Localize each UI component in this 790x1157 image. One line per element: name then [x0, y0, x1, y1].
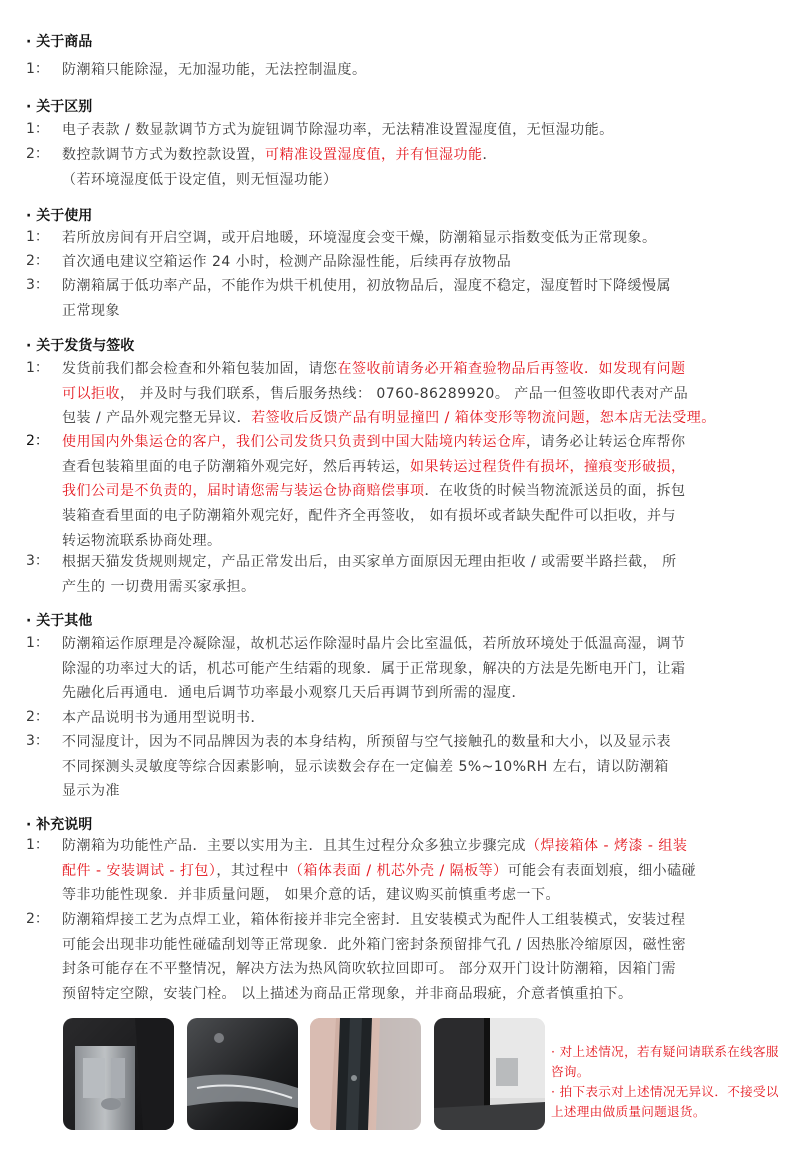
list-item — [26, 834, 790, 908]
item-text: 使用国内外集运仓的客户，我们公司发货只负责到中国大陆境内转运仓库，请务必让转运仓库帮你 查看包装箱里面的电子防潮箱外观完好，然后再转运，如果转运过程货件有损坏，撞痕变形破损， 我们公司是不负责的，届时请您需与装运仓协商赔偿事项．在收货的时候当物流派送员的面，拆包 装箱查看里面的电子防潮箱外观完好，配件齐全再签收， 如有损坏或者缺失配件可以拒收，并与 转运物流联系协商处理。 — [62, 434, 686, 549]
item-number: 2： — [26, 911, 49, 927]
list-item — [26, 908, 790, 1007]
photo-seal-strip-hole — [310, 1018, 421, 1130]
item-number: 1： — [26, 635, 49, 651]
item-number: 3： — [26, 733, 49, 749]
list-item — [26, 357, 790, 431]
note-contact-service: · 对上述情况，若有疑问请联系在线客服咨询。 — [551, 1044, 779, 1079]
photo-dent-corner — [63, 1018, 174, 1130]
item-number: 2： — [26, 709, 49, 725]
item-text: 防潮箱为功能性产品．主要以实用为主．且其生过程分众多独立步骤完成（焊接箱体 - 烤漆 - 组装 配件 - 安装调试 - 打包），其过程中（箱体表面 / 机芯外壳 / 隔板等）可能会有表面划痕，细小磕碰 等非功能性现象．并非质量问题， 如果介意的话，建议购买前慎重考虑一下。 — [62, 838, 697, 904]
item-number: 3： — [26, 277, 49, 293]
item-number: 2： — [26, 433, 49, 449]
section-title-product: · 关于商品 — [26, 34, 93, 50]
item-number: 1： — [26, 229, 49, 245]
item-text: 防潮箱属于低功率产品，不能作为烘干机使用，初放物品后，湿度不稳定，湿度暂时下降缓慢属 正常现象 — [62, 278, 671, 319]
section-title-supplement: · 补充说明 — [26, 817, 93, 833]
item-text: 电子表款 / 数显款调节方式为旋钮调节除湿功率，无法精准设置湿度值，无恒湿功能。 — [62, 122, 614, 138]
item-number: 1： — [26, 61, 49, 77]
photo-door-gap — [434, 1018, 545, 1130]
item-number: 2： — [26, 253, 49, 269]
list-item — [26, 274, 790, 323]
item-text: 本产品说明书为通用型说明书． — [62, 710, 265, 726]
item-number: 1： — [26, 121, 49, 137]
list-item — [26, 730, 790, 804]
item-number: 2： — [26, 146, 49, 162]
photo-scratch-surface — [187, 1018, 298, 1130]
section-title-usage: · 关于使用 — [26, 208, 93, 224]
section-title-shipping: · 关于发货与签收 — [26, 338, 135, 354]
list-item — [26, 58, 790, 83]
item-text: 数控款调节方式为数控款设置，可精准设置湿度值，并有恒湿功能． （若环境湿度低于设定值，则无恒湿功能） — [62, 147, 497, 188]
notice-notes — [551, 1042, 787, 1122]
item-number: 3： — [26, 553, 49, 569]
list-item — [26, 118, 790, 143]
section-title-difference: · 关于区别 — [26, 99, 93, 115]
list-item — [26, 226, 790, 251]
list-item — [26, 143, 790, 192]
section-title-other: · 关于其他 — [26, 613, 93, 629]
item-text: 不同湿度计，因为不同品牌因为表的本身结构，所预留与空气接触孔的数量和大小，以及显示表 不同探测头灵敏度等综合因素影响，显示读数会存在一定偏差 5%~10%RH 左右，请以防潮箱 显示为准 — [62, 734, 671, 800]
note-no-objection: · 拍下表示对上述情况无异议．不接受以上述理由做质量问题退货。 — [551, 1084, 779, 1119]
item-text: 发货前我们都会检查和外箱包装加固，请您在签收前请务必开箱查验物品后再签收．如发现有问题 可以拒收， 并及时与我们联系，售后服务热线： 0760-86289920。 产品一但签收即代表对产品 包装 / 产品外观完整无异议．若签收后反馈产品有明显撞凹 / 箱体变形等物流问题，恕本店无法受理。 — [62, 361, 716, 427]
list-item — [26, 430, 790, 554]
list-item — [26, 632, 790, 706]
item-text: 防潮箱运作原理是冷凝除湿，故机芯运作除湿时晶片会比室温低，若所放环境处于低温高湿，调节 除湿的功率过大的话，机芯可能产生结霜的现象．属于正常现象，解决的方法是先断电开门，让霜 先融化后再通电．通电后调节功率最小观察几天后再调节到所需的湿度． — [62, 636, 686, 702]
item-text: 防潮箱只能除湿，无加湿功能，无法控制温度。 — [62, 62, 367, 78]
item-number: 1： — [26, 837, 49, 853]
item-text: 若所放房间有开启空调，或开启地暖，环境湿度会变干燥，防潮箱显示指数变低为正常现象。 — [62, 230, 657, 246]
item-text: 防潮箱焊接工艺为点焊工业，箱体衔接并非完全密封．且安装模式为配件人工组装模式，安装过程 可能会出现非功能性碰磕刮划等正常现象．此外箱门密封条预留排气孔 / 因热胀冷缩原因，磁性密 封条可能存在不平整情况，解决方法为热风筒吹软拉回即可。 部分双开门设计防潮箱，因箱门需 预留特定空隙，安装门栓。 以上描述为商品正常现象，并非商品瑕疵，介意者慎重拍下。 — [62, 912, 687, 1003]
list-item — [26, 706, 790, 731]
list-item — [26, 250, 790, 275]
item-number: 1： — [26, 360, 49, 376]
item-text: 根据天猫发货规则规定，产品正常发出后，由买家单方面原因无理由拒收 / 或需要半路拦截， 所 产生的 一切费用需买家承担。 — [62, 554, 677, 595]
list-item — [26, 550, 790, 599]
item-text: 首次通电建议空箱运作 24 小时，检测产品除湿性能，后续再存放物品 — [62, 254, 512, 270]
